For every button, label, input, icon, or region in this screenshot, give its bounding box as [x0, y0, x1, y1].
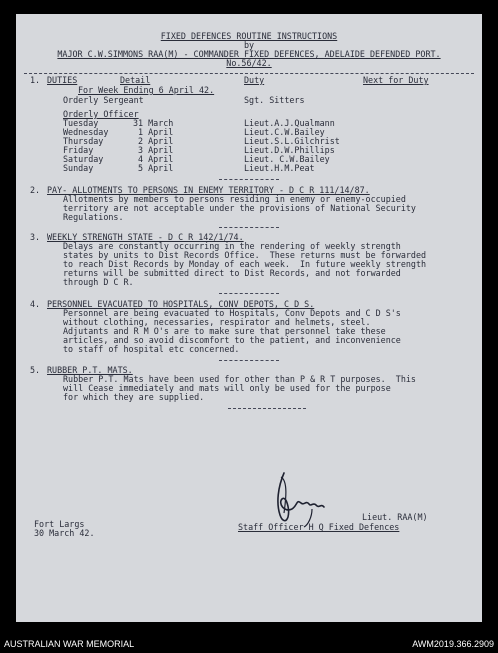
section-divider	[219, 179, 279, 180]
section-number: 5.	[30, 365, 41, 375]
paragraph-line: through D C R.	[63, 277, 134, 287]
column-header-next: Next for Duty	[363, 75, 429, 85]
section-number: 1.	[30, 75, 41, 85]
document-author: MAJOR C.W.SIMMONS RAA(M) - COMMANDER FIXED DEFENCES, ADELAIDE DEFENDED PORT.	[57, 49, 441, 59]
paragraph-line: to reach Dist Records by Monday of each week. In future weekly strength	[63, 259, 427, 269]
paragraph-line: articles, and so avoid discomfort to the patient, and inconvenience	[63, 335, 401, 345]
roster-officer: Lieut.S.L.Gilchrist	[244, 136, 340, 146]
roster-date: 3 April	[138, 145, 174, 155]
roster-date: 31 March	[133, 118, 174, 128]
signoff-date: 30 March 42.	[34, 528, 95, 538]
paragraph-line: states by units to Dist Records Office. These returns must be forwarded	[63, 250, 427, 260]
header-divider	[24, 73, 474, 74]
column-header-detail: Detail	[120, 75, 151, 85]
archive-credit: AUSTRALIAN WAR MEMORIAL	[4, 639, 135, 649]
roster-date: 1 April	[138, 127, 174, 137]
signoff-place: Fort Largs	[34, 519, 85, 529]
roster-day: Thursday	[63, 136, 104, 146]
paragraph-line: without clothing, necessaries, respirator and helmets, steel.	[63, 317, 371, 327]
section-divider	[219, 293, 279, 294]
paragraph-line: Personnel are being evacuated to Hospitals, Conv Depots and C D S's	[63, 308, 401, 318]
roster-officer: Lieut. C.W.Bailey	[244, 154, 330, 164]
section-divider	[219, 227, 279, 228]
document-title: FIXED DEFENCES ROUTINE INSTRUCTIONS	[160, 31, 338, 41]
signoff-rank: Lieut. RAA(M)	[362, 512, 428, 522]
roster-officer: Lieut.D.W.Phillips	[244, 145, 335, 155]
roster-day: Tuesday	[63, 118, 99, 128]
section-number: 2.	[30, 185, 41, 195]
week-ending: For Week Ending 6 April 42.	[78, 85, 215, 95]
column-header-duty: Duty	[244, 75, 265, 85]
section-heading: PERSONNEL EVACUATED TO HOSPITALS, CONV DEPOTS, C D S.	[47, 299, 315, 309]
orderly-sergeant-label: Orderly Sergeant	[63, 95, 144, 105]
section-heading: PAY- ALLOTMENTS TO PERSONS IN ENEMY TERRITORY - D C R 111/14/87.	[47, 185, 370, 195]
roster-officer: Lieut.H.M.Peat	[244, 163, 315, 173]
section-divider	[228, 408, 306, 409]
section-heading: DUTIES	[47, 75, 78, 85]
section-heading: WEEKLY STRENGTH STATE - D C R 142/1/74.	[47, 232, 244, 242]
roster-day: Friday	[63, 145, 94, 155]
paragraph-line: Allotments by members to persons residing in enemy or enemy-occupied	[63, 194, 406, 204]
signoff-office: Staff Officer H Q Fixed Defences	[238, 522, 400, 532]
roster-day: Sunday	[63, 163, 94, 173]
section-divider	[219, 360, 279, 361]
roster-date: 2 April	[138, 136, 174, 146]
paragraph-line: Delays are constantly occurring in the rendering of weekly strength	[63, 241, 401, 251]
section-heading: RUBBER P.T. MATS.	[47, 365, 133, 375]
document-page	[16, 14, 482, 622]
paragraph-line: Adjutants and R M O's are to make sure that personnel take these	[63, 326, 386, 336]
section-number: 3.	[30, 232, 41, 242]
orderly-sergeant-name: Sgt. Sitters	[244, 95, 305, 105]
paragraph-line: territory are not acceptable under the provisions of National Security	[63, 203, 416, 213]
roster-officer: Lieut.C.W.Bailey	[244, 127, 325, 137]
roster-day: Wednesday	[63, 127, 109, 137]
archive-reference: AWM2019.366.2909	[412, 639, 494, 649]
paragraph-line: to staff of hospital etc concerned.	[63, 344, 240, 354]
paragraph-line: will Cease immediately and mats will only be used for the purpose	[63, 383, 391, 393]
paragraph-line: for which they are supplied.	[63, 392, 205, 402]
paragraph-line: Regulations.	[63, 212, 124, 222]
roster-officer: Lieut.A.J.Qualmann	[244, 118, 335, 128]
paragraph-line: returns will be submitted direct to Dist Records, and not forwarded	[63, 268, 401, 278]
section-number: 4.	[30, 299, 41, 309]
document-number: No.56/42.	[226, 58, 272, 68]
paragraph-line: Rubber P.T. Mats have been used for other than P & R T purposes. This	[63, 374, 416, 384]
orderly-officer-label: Orderly Officer	[63, 109, 139, 119]
roster-day: Saturday	[63, 154, 104, 164]
document-by: by	[243, 40, 255, 50]
roster-date: 5 April	[138, 163, 174, 173]
roster-date: 4 April	[138, 154, 174, 164]
handwritten-signature	[268, 469, 328, 529]
